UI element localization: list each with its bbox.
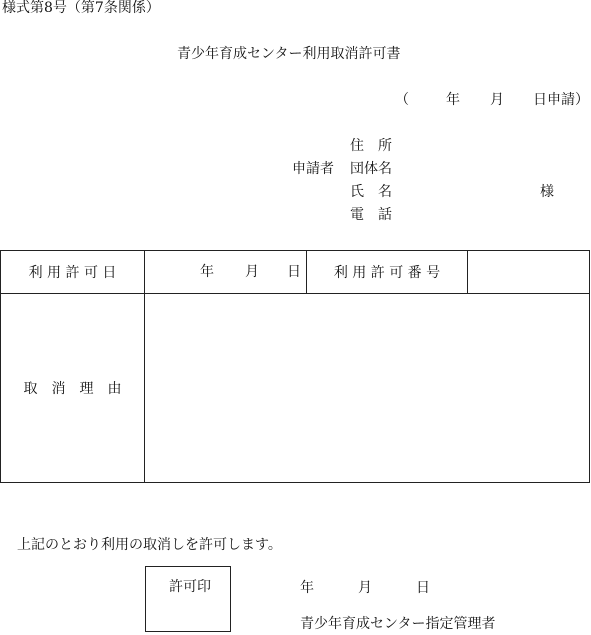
address-label: 住 所 <box>350 138 392 154</box>
permit-table <box>0 250 590 483</box>
application-date-month: 月 <box>490 92 504 108</box>
honorific-sama: 様 <box>540 184 554 200</box>
issue-date-month: 月 <box>358 580 372 596</box>
cancellation-reason-field[interactable] <box>145 294 589 482</box>
form-number: 様式第8号（第7条関係） <box>2 0 160 16</box>
group-name-label: 団体名 <box>350 161 392 177</box>
approval-statement: 上記のとおり利用の取消しを許可します。 <box>17 537 282 553</box>
permit-date-label: 利 用 許 可 日 <box>28 265 117 281</box>
approval-stamp-box <box>145 566 231 632</box>
application-date-day-applied: 日申請） <box>533 92 589 108</box>
cancellation-reason-label: 取 消 理 由 <box>23 381 122 397</box>
applicant-label: 申請者 <box>292 161 334 177</box>
permit-date-day: 日 <box>287 264 301 280</box>
document-title: 青少年育成センター利用取消許可書 <box>177 46 401 62</box>
issue-date-day: 日 <box>416 580 430 596</box>
permit-date-value <box>145 251 306 293</box>
permit-number-field[interactable] <box>468 251 589 293</box>
issuer-name: 青少年育成センター指定管理者 <box>300 616 496 632</box>
permit-date-year: 年 <box>200 264 214 280</box>
name-label: 氏 名 <box>350 184 392 200</box>
phone-label: 電 話 <box>350 207 392 223</box>
application-date-year: 年 <box>446 92 460 108</box>
application-date-open-paren: （ <box>395 92 409 108</box>
permit-date-month: 月 <box>245 264 259 280</box>
stamp-label: 許可印 <box>169 579 211 595</box>
issue-date-year: 年 <box>300 580 314 596</box>
permit-number-label: 利 用 許 可 番 号 <box>333 265 441 281</box>
